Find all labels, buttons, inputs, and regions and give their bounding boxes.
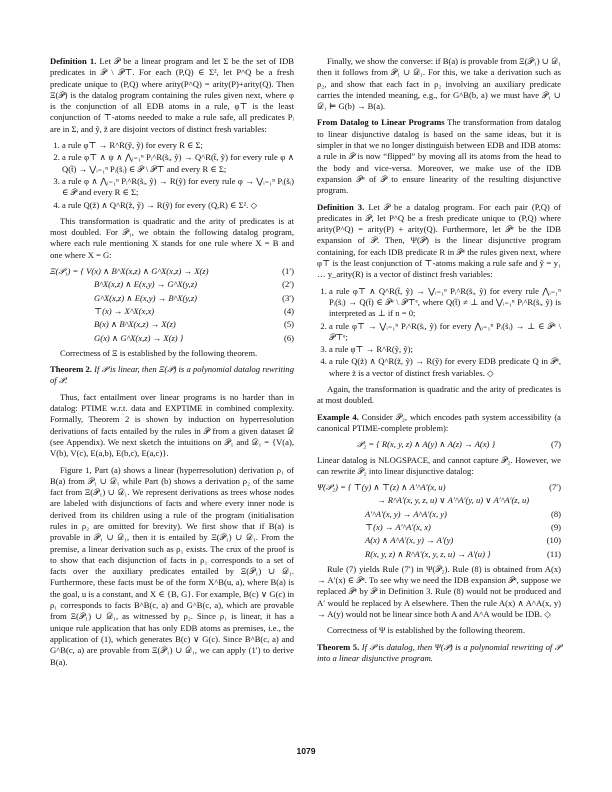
equation-expression: 𝒫₂ = { R(x, y, z) ∧ A(y) ∧ A(z) → A(x) }	[357, 439, 496, 450]
theorem-2-paragraph: Thus, fact entailment over linear programs is no harder than in datalog: PTIME w.r.t. data and EXPTIME in combined complexity. Formally, Theorem 2 is shown by induction on hyperresolution derivations of facts entailed by the rules in 𝒫 from a given dataset 𝒟 (see Appendix). We next sketch the intuitions on 𝒫₁ and 𝒟₁ = {V(a), V(b), V(c), E(a,b), E(b,c), E(a,c)}.	[50, 391, 294, 459]
definition-3-list	[317, 286, 561, 379]
definition-1-item: 2. a rule φ⊤ ∧ ψ ∧ ⋀ᵢ₌₁ⁿ Pᵢ^R(s̃ᵢ, ỹ) → Q^R(t̃, ỹ) for every rule φ ∧ Q(t̃) → ⋁ᵢ₌₁ⁿ Pᵢ(s̃ᵢ) ∈ 𝒫 \ 𝒫⊤ and every R ∈ Σ;	[62, 152, 294, 175]
theorem-2-heading: Theorem 2.	[50, 364, 92, 375]
equation-expression: B^X(x,z) ∧ E(x,y) → G^X(y,z)	[94, 279, 198, 290]
section-paragraph: The transformation from datalog to linear disjunctive datalog is based on the same ideas, but it is simpler in that we no longer distinguish between EDB and IDB atoms: a rule in 𝒫 is now “flipped” by moving all its atoms from the head to the body and vice-versa. Moreover, we make use of the IDB expansion 𝒫ᵉ of 𝒫 to ensure linearity of the resulting disjunctive program.	[317, 117, 561, 196]
definition-3-item: 3. a rule φ⊤ → R^R(ỹ, ỹ);	[329, 344, 561, 355]
equation-row	[50, 306, 294, 317]
equation-row	[50, 293, 294, 304]
equation-number: (2′)	[282, 279, 294, 290]
theorem-5-heading: Theorem 5.	[317, 641, 360, 652]
psi-equation-block	[317, 482, 561, 560]
example-4-text: Consider 𝒫₂, which encodes path system accessibility (a canonical PTIME-complete problem):	[317, 411, 561, 433]
figure-1-paragraph: Figure 1, Part (a) shows a linear (hyperresolution) derivation ρ₁ of B(a) from 𝒫₁ ∪ 𝒟₁ while Part (b) shows a derivation ρ₂ of the same fact from Ξ(𝒫₁) ∪ 𝒟₁. We represent derivations as trees whose nodes are labeled with disjunctions of facts and where every inner node is derived from its children using a rule of the program (initialisation rules in ρ₂ are omitted for brevity). We first show that if B(a) is provable in 𝒫₁ ∪ 𝒟₁, then it is entailed by Ξ(𝒫₁) ∪ 𝒟₁. From the premise, a linear derivation such as ρ₁ exists. The crux of the proof is to show that each disjunction of facts in ρ₁ corresponds to a set of facts over the auxiliary predicates entailed by Ξ(𝒫₁) ∪ 𝒟₁. Furthermore, these facts must be of the form X^B(u, a), where B(a) is the goal, u is a constant, and X ∈ {B, G}. For example, B(c) ∨ G(c) in ρ₁ corresponds to facts B^B(c, a) and G^B(c, a), which are provable from Ξ(𝒫₁) ∪ 𝒟₁, as witnessed by ρ₂. Since ρ₁ is linear, it has a unique rule application that has only EDB atoms as premises, i.e., the application of (1), which generates B(c) ∨ G(c). Since B^B(c, a) and G^B(c, a) are provable from Ξ(𝒫₁) ∪ 𝒟₁, we can apply (1′) to derive B(a).	[50, 464, 294, 667]
equation-expression: R(x, y, z) ∧ R^A′(x, y, z, u) → A′(u) }	[365, 548, 491, 559]
definition-1-list	[50, 140, 294, 211]
definition-3-heading: Definition 3.	[317, 201, 365, 212]
section-datalog-to-linear	[317, 117, 561, 196]
equation-expression: G^X(x,z) ∧ E(x,y) → B^X(y,z)	[94, 292, 198, 303]
equation-number: (6)	[283, 332, 294, 343]
correctness-psi: Correctness of Ψ is established by the following theorem.	[327, 625, 525, 636]
equation-row	[50, 266, 294, 277]
theorem-5-statement: If 𝒫 is datalog, then Ψ(𝒫) is a polynomial rewriting of 𝒫 into a linear disjunctive program.	[317, 641, 561, 663]
equation-row	[317, 549, 561, 560]
converse-paragraph: Finally, we show the converse: if B(a) is provable from Ξ(𝒫₁) ∪ 𝒟₁ then it follows from 𝒫₁ ∪ 𝒟₁. For this, we take a derivation such as ρ₂, and show that each fact in ρ₂ involving an auxiliary predicate carries the intended meaning, e.g., for G^B(b, a) we must have 𝒫₁ ∪ 𝒟₁ ⊨ G(b) → B(a).	[317, 56, 561, 112]
example-4-heading: Example 4.	[317, 411, 359, 422]
equation-row	[317, 509, 561, 520]
equation-expression: B(x) ∧ B^X(x,z) → X(z)	[94, 319, 176, 330]
equation-expression: Ξ(𝒫₁) = { V(x) ∧ B^X(x,z) ∧ G^X(x,z) → X(z)	[50, 266, 209, 277]
section-heading: From Datalog to Linear Programs	[317, 117, 445, 128]
equation-row	[50, 319, 294, 330]
definition-3-item: 2. a rule φ⊤ → ⋁ᵢ₌₁ⁿ Pᵢ^R(s̃ᵢ, ỹ) for every ⋀ᵢ₌₁ⁿ Pᵢ(s̃ᵢ) → ⊥ ∈ 𝒫ᵉ \ 𝒫⊤ᵉ;	[329, 321, 561, 344]
equation-number: (4)	[283, 305, 294, 316]
equation-number: (10)	[546, 535, 561, 546]
equation-row	[50, 333, 294, 344]
equation-expression: ⊤(x) → X^X(x,x)	[94, 305, 155, 316]
equation-expression: A′^A′(x, y) → A^A′(x, y)	[365, 508, 447, 519]
theorem-2-statement: If 𝒫 is linear, then Ξ(𝒫) is a polynomial datalog rewriting of 𝒫.	[50, 364, 294, 386]
equation-row	[317, 495, 561, 506]
example-4	[317, 412, 561, 435]
right-column	[317, 56, 561, 669]
equation-row	[317, 535, 561, 546]
definition-1-heading: Definition 1.	[50, 56, 97, 66]
xi-equation-block	[50, 266, 294, 344]
rule-7-paragraph: Rule (7) yields Rule (7′) in Ψ(𝒫₂). Rule (8) is obtained from A(x) → A′(x) ∈ 𝒫ᵉ. To see why we need the IDB expansion 𝒫ᵉ, suppose we replaced 𝒫ᵉ by 𝒫 in Definition 3. Rule (8) would not be produced and A′ would be replaced by A elsewhere. Then the rule A(x) ∧ A^A(x, y) → A(y) would not be linear since both A and A^A would be IDB. ◇	[317, 563, 561, 620]
definition-3-item: 1. a rule φ⊤ ∧ Q^R(t̃, ỹ) → ⋁ᵢ₌₁ⁿ Pᵢ^R(s̃ᵢ, ỹ) for every rule ⋀ᵢ₌₁ⁿ Pᵢ(s̃ᵢ) → Q(t̃) ∈ 𝒫ᵉ \ 𝒫⊤ᵉ, where Q(t̃) ≠ ⊥ and ⋁ᵢ₌₁ⁿ Pᵢ^R(s̃ᵢ, ỹ) is interpreted as ⊥ if n = 0;	[329, 286, 561, 320]
equation-number: (7)	[550, 439, 561, 450]
equation-expression: A(x) ∧ A^A′(x, y) → A′(y)	[365, 535, 454, 546]
equation-expression: → R^A′(x, y, z, u) ∨ A′^A′(y, u) ∨ A′^A′(z, u)	[377, 495, 530, 506]
equation-number: (7′)	[549, 482, 561, 493]
equation-row	[317, 482, 561, 493]
definition-3	[317, 202, 561, 281]
page-number: 1079	[296, 746, 316, 756]
equation-number: (3′)	[282, 292, 294, 303]
equation-number: (5)	[283, 319, 294, 330]
equation-number: (8)	[550, 508, 561, 519]
equation-row	[317, 522, 561, 533]
definition-1	[50, 56, 294, 135]
correctness-xi: Correctness of Ξ is established by the following theorem.	[60, 347, 258, 358]
nlogspace-paragraph: Linear datalog is NLOGSPACE, and cannot capture 𝒫₂. However, we can rewrite 𝒫₂ into linear disjunctive datalog:	[317, 454, 561, 476]
p2-equation	[317, 439, 561, 450]
equation-number: (9)	[550, 521, 561, 532]
transformation-paragraph: This transformation is quadratic and the arity of predicates is at most doubled. For 𝒫₁, we obtain the following datalog program, where each rule mentioning X stands for one rule where X = B and one where X = G:	[50, 215, 294, 260]
equation-row	[50, 279, 294, 290]
equation-number: (1′)	[282, 266, 294, 277]
theorem-2	[50, 364, 294, 387]
definition-3-intro: Let 𝒫 be a datalog program. For each pair (P,Q) of predicates in 𝒫, let P^Q be a fresh predicate unique to (P,Q) where arity(P^Q) = arity(P) + arity(Q). Furthermore, let 𝒫ᵉ be the IDB expansion of 𝒫. Then, Ψ(𝒫) is the linear disjunctive program containing, for each IDB predicate R in 𝒫ᵉ the rules given next, where φ⊤ is the least conjunction of ⊤-atoms making a rule safe and ỹ = y₁ … y_arity(R) is a vector of distinct fresh variables:	[317, 201, 561, 280]
definition-3-item: 4. a rule Q(z̃) ∧ Q^R(z̃, ỹ) → R(ỹ) for every EDB predicate Q in 𝒫ᵉ, where z̃ is a vector of distinct fresh variables. ◇	[329, 356, 561, 379]
equation-expression: Ψ(𝒫₂) = { ⊤(y) ∧ ⊤(z) ∧ A′^A′(x, u)	[317, 482, 446, 493]
left-column	[50, 56, 294, 673]
equation-number: (11)	[547, 548, 561, 559]
definition-1-intro: Let 𝒫 be a linear program and let Σ be the set of IDB predicates in 𝒫 \ 𝒫⊤. For each (P,Q) ∈ Σ², let P^Q be a fresh predicate unique to (P,Q) where arity(P^Q) = arity(P)+arity(Q). Then Ξ(𝒫) is the datalog program containing the rules given next, where φ is the conjunction of all EDB atoms in a rule, φ⊤ is the least conjunction of ⊤-atoms needed to make a rule safe, all predicates Pᵢ are in Σ, and ỹ, z̃ are disjoint vectors of distinct fresh variables:	[50, 56, 295, 134]
again-paragraph: Again, the transformation is quadratic and the arity of predicates is at most doubled.	[317, 384, 561, 406]
definition-1-item: 3. a rule φ ∧ ⋀ᵢ₌₁ⁿ Pᵢ^R(s̃ᵢ, ỹ) → R(ỹ) for every rule φ → ⋁ᵢ₌₁ⁿ Pᵢ(s̃ᵢ) ∈ 𝒫 and every R ∈ Σ;	[62, 176, 294, 199]
equation-expression: ⊤(x) → A′^A′(x, x)	[365, 521, 431, 532]
definition-1-item: 1. a rule φ⊤ → R^R(ỹ, ỹ) for every R ∈ Σ;	[62, 140, 294, 151]
theorem-5	[317, 642, 561, 665]
equation-expression: G(x) ∧ G^X(x,z) → X(z) }	[94, 332, 184, 343]
definition-1-item: 4. a rule Q(z̃) ∧ Q^R(z̃, ỹ) → R(ỹ) for every (Q,R) ∈ Σ². ◇	[62, 200, 294, 211]
